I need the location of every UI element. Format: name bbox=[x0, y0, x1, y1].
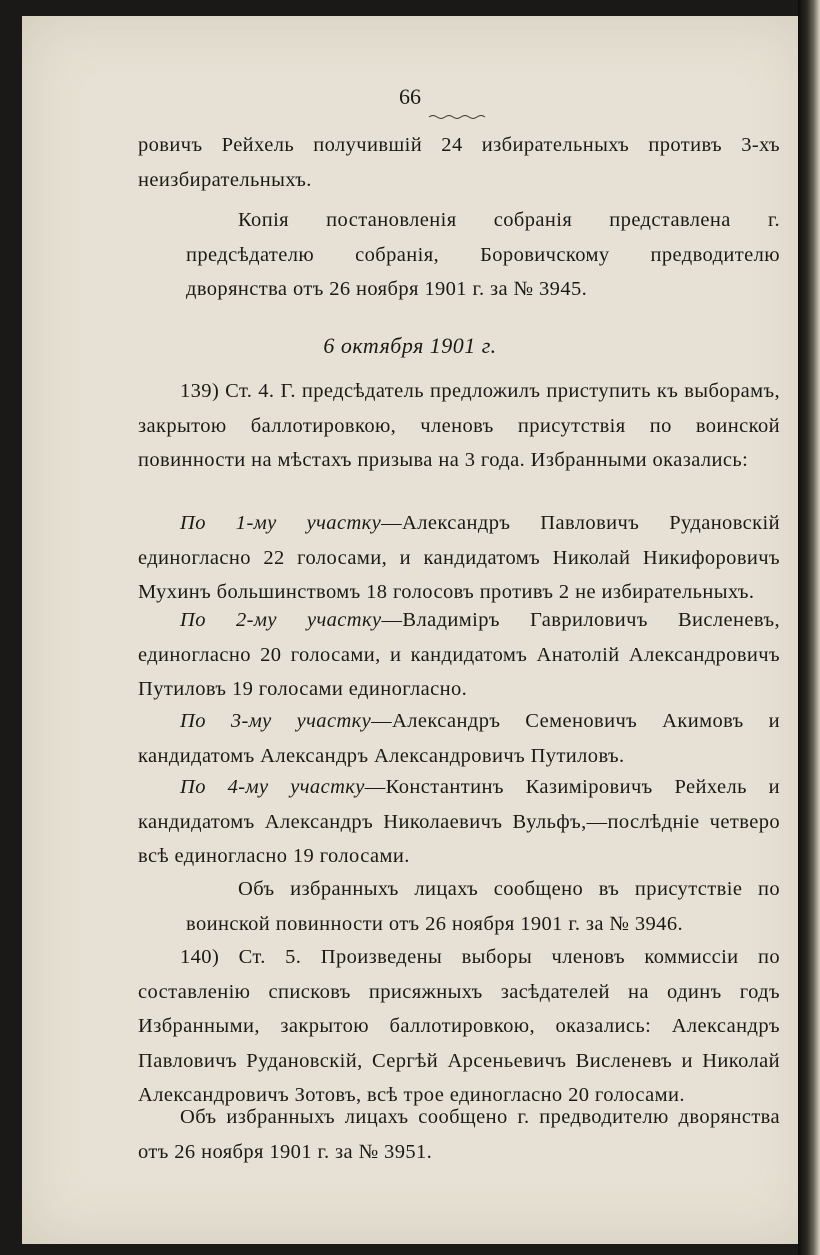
item-140 bbox=[138, 940, 780, 1113]
notice-paragraph bbox=[138, 1100, 780, 1169]
page-number-ornament bbox=[428, 114, 486, 120]
item-139 bbox=[138, 374, 780, 478]
district-text: —Александръ Семеновичъ Акимовъ и кандидатомъ Александръ Александровичъ Путиловъ. bbox=[138, 710, 780, 767]
notice-paragraph bbox=[186, 203, 780, 307]
paragraph-continuation bbox=[138, 128, 780, 197]
district-1 bbox=[138, 506, 780, 610]
district-2 bbox=[138, 603, 780, 707]
district-text: —Константинъ Казиміровичъ Рейхель и кандидатомъ Александръ Николаевичъ Вульфъ,—послѣдніе четверо всѣ единогласно 19 голосами. bbox=[138, 776, 780, 868]
page-number: 66 bbox=[399, 84, 421, 109]
district-3 bbox=[138, 704, 780, 773]
notice-text: Копія постановленія собранія представлена г. предсѣдателю собранія, Боровичскому предводителю дворянства отъ 26 ноября 1901 г. за № 3945. bbox=[186, 209, 780, 301]
district-label: По 1-му участку bbox=[180, 512, 382, 534]
notice-text: Объ избранныхъ лицахъ сообщено г. предводителю дворянства отъ 26 ноября 1901 г. за № 3951. bbox=[138, 1106, 780, 1163]
item-139-text: 139) Ст. 4. Г. предсѣдатель предложилъ приступить къ выборамъ, закрытою баллотировкою, членовъ присутствія по воинской повинности на мѣстахъ призыва на 3 года. Избранными оказались: bbox=[138, 380, 780, 472]
district-text: —Александръ Павловичъ Рудановскій единогласно 22 голосами, и кандидатомъ Николай Никифоровичъ Мухинъ большинствомъ 18 голосовъ противъ 2 не избирательныхъ. bbox=[138, 512, 780, 604]
district-label: По 3-му участку bbox=[180, 710, 372, 732]
district-label: По 4-му участку bbox=[180, 776, 365, 798]
item-140-text: 140) Ст. 5. Произведены выборы членовъ коммиссіи по составленію списковъ присяжныхъ засѣдателей на одинъ годъ Избранными, закрытою баллотировкою, оказались: Александръ Павловичъ Рудановскій, Сергѣй Арсеньевичъ Висленевъ и Николай Александровичъ Зотовъ, всѣ трое единогласно 20 голосами. bbox=[138, 946, 780, 1107]
date-heading: 6 октября 1901 г. bbox=[323, 333, 497, 358]
district-text: —Владиміръ Гавриловичъ Висленевъ, единогласно 20 голосами, и кандидатомъ Анатолій Александровичъ Путиловъ 19 голосами единогласно. bbox=[138, 609, 780, 701]
binding-edge bbox=[798, 0, 820, 1255]
district-label: По 2-му участку bbox=[180, 609, 382, 631]
paragraph-text: ровичъ Рейхель получившій 24 избирательныхъ противъ 3-хъ неизбирательныхъ. bbox=[138, 134, 780, 191]
district-4 bbox=[138, 770, 780, 874]
notice-paragraph bbox=[186, 872, 780, 941]
notice-text: Объ избранныхъ лицахъ сообщено въ присутствіе по воинской повинности отъ 26 ноября 1901 г. за № 3946. bbox=[186, 878, 780, 935]
